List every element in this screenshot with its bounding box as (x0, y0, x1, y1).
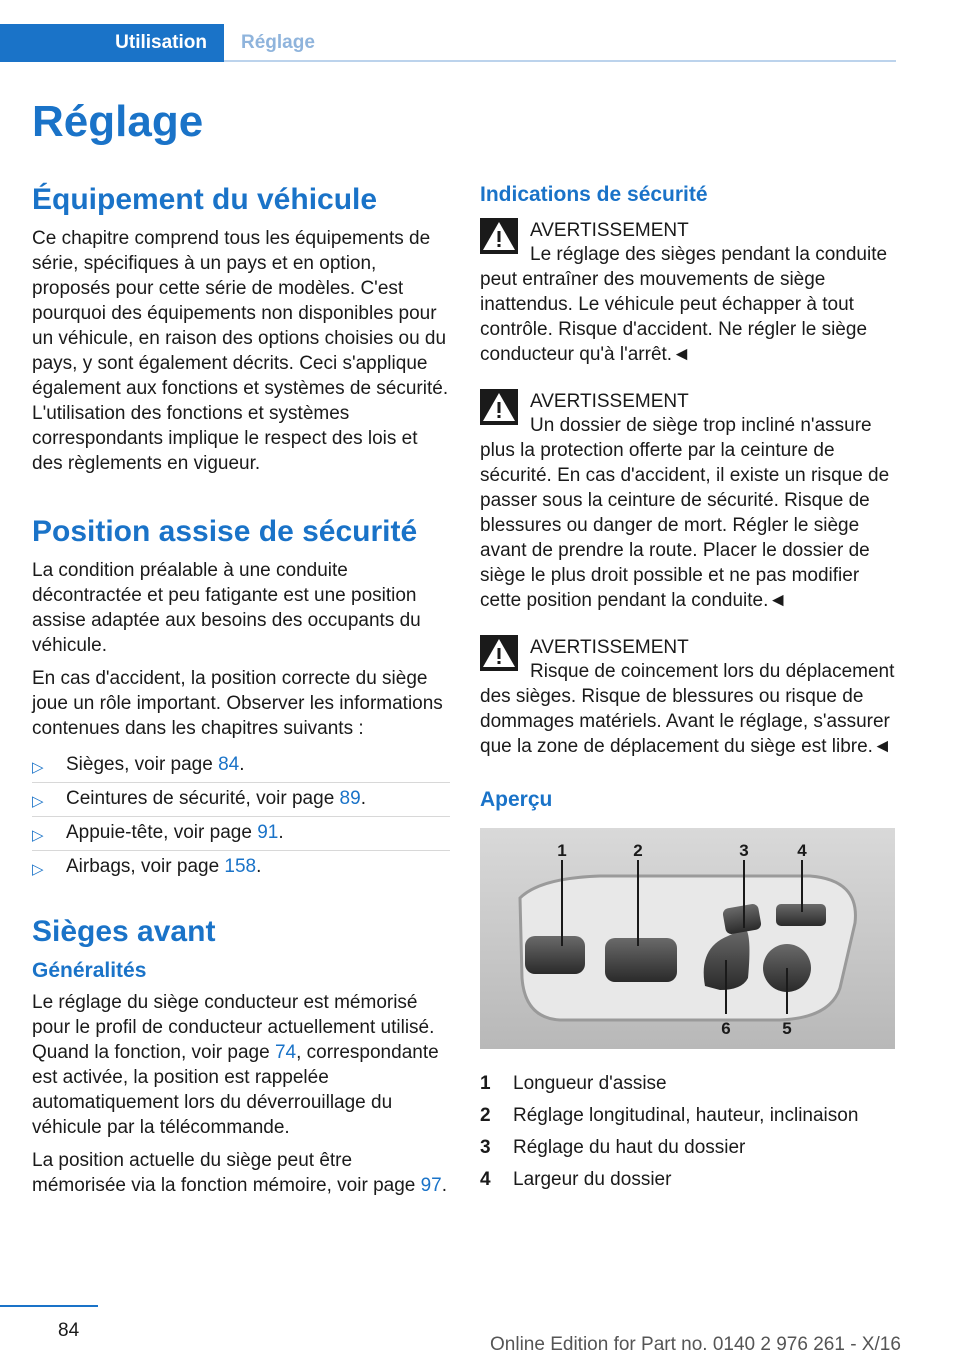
section-title-securite: Indications de sécurité (480, 183, 708, 206)
figure-label-5: 5 (782, 1018, 792, 1038)
page-number: 84 (58, 1320, 80, 1341)
legend-item: 2 Réglage longitudinal, hauteur, inclinaison (480, 1104, 859, 1126)
figure-legend (480, 1068, 898, 1196)
warning-text: Un dossier de siège trop incliné n'assure plus la protection offerte par la ceinture de sécurité. En cas d'accident, il existe un risque de passer sous la ceinture de sécurité. Risque de blessures ou danger de mort. Régler le siège avant de prendre la route. Placer le dossier de siège le plus droit possible et ne pas modifier cette position pendant la conduite.◄ (480, 415, 890, 612)
warning-block (480, 218, 898, 367)
figure-label-4: 4 (797, 840, 807, 860)
page-link[interactable]: 89 (339, 788, 361, 809)
section-title-equipement: Équipement du véhicule (32, 183, 378, 216)
page-title: Réglage (32, 97, 204, 146)
header (0, 0, 960, 64)
page-link[interactable]: 74 (274, 1042, 297, 1064)
legend-item: 4 Largeur du dossier (480, 1168, 672, 1190)
list-item: ▷ Airbags, voir page 158. (32, 850, 450, 884)
figure-label-6: 6 (721, 1018, 731, 1038)
header-divider (224, 60, 896, 62)
warning-text: Le réglage des sièges pendant la conduite peut entraîner des mouvements de siège inattendus. Le véhicule peut échapper à tout contrôle. Risque d'accident. Ne régler le siège conducteur qu'à l'arrêt.◄ (480, 244, 888, 366)
seat-controls-figure (480, 828, 895, 1049)
position-p2: En cas d'accident, la position correcte du siège joue un rôle important. Observer les informations contenues dans les chapitres suivants : (32, 668, 443, 739)
page-link[interactable]: 84 (218, 754, 240, 775)
warning-icon (480, 635, 518, 671)
tab-utilisation[interactable]: Utilisation (0, 24, 224, 62)
page-link[interactable]: 158 (224, 856, 257, 877)
triangle-bullet-icon: ▷ (32, 861, 44, 878)
page-link[interactable]: 97 (420, 1175, 442, 1197)
triangle-bullet-icon: ▷ (32, 827, 44, 844)
position-p1: La condition préalable à une conduite décontractée et peu fatigante est une position assise adaptée aux besoins des occupants du véhicule. (32, 560, 421, 656)
figure-label-2: 2 (633, 840, 643, 860)
warning-icon (480, 389, 518, 425)
left-column (32, 182, 450, 1206)
tab-reglage[interactable]: Réglage (241, 32, 315, 53)
warning-block (480, 635, 898, 759)
figure-label-1: 1 (557, 840, 567, 860)
sieges-p1: Le réglage du siège conducteur est mémorisé pour le profil de conducteur actuellement utilisé. Quand la fonction, voir page 74, correspondante est activée, la position est rappelée automatiquement lors du déverrouillage du véhicule par la télécommande. (32, 992, 439, 1139)
chapter-list (32, 749, 450, 884)
section-title-sieges: Sièges avant (32, 915, 216, 948)
figure-label-3: 3 (739, 840, 749, 860)
sieges-p2: La position actuelle du siège peut être mémorisée via la fonction mémoire, voir page 97. (32, 1150, 448, 1197)
warning-heading: AVERTISSEMENT (530, 391, 689, 413)
equipement-body: Ce chapitre comprend tous les équipements de série, spécifiques à un pays et en option, proposés pour cette série de modèles. C'est pourquoi des équipements non disponibles pour un véhicule, en raison des options choisies ou du pays, y sont également décrits. Ceci s'applique également aux fonctions et systèmes de sécurité. L'utilisation des fonctions et systèmes correspondants implique le respect des lois et des règlements en vigueur. (32, 228, 449, 474)
list-item: ▷ Ceintures de sécurité, voir page 89. (32, 782, 450, 816)
subsection-title-generalites: Généralités (32, 959, 147, 982)
legend-item: 3 Réglage du haut du dossier (480, 1136, 746, 1158)
page-link[interactable]: 91 (257, 822, 279, 843)
footer-divider (0, 1305, 98, 1307)
warning-heading: AVERTISSEMENT (530, 220, 689, 242)
triangle-bullet-icon: ▷ (32, 793, 44, 810)
section-title-position: Position assise de sécurité (32, 515, 418, 548)
triangle-bullet-icon: ▷ (32, 759, 44, 776)
warning-block (480, 389, 898, 613)
edition-label: Online Edition for Part no. 0140 2 976 261 - X/16 (490, 1334, 901, 1355)
list-item: ▷ Sièges, voir page 84. (32, 749, 450, 782)
warning-heading: AVERTISSEMENT (530, 637, 689, 659)
right-column (480, 182, 898, 1196)
legend-item: 1 Longueur d'assise (480, 1072, 667, 1094)
section-title-apercu: Aperçu (480, 788, 553, 812)
warning-icon (480, 218, 518, 254)
warning-text: Risque de coincement lors du déplacement des sièges. Risque de blessures ou risque de dommages matériels. Avant le réglage, s'assurer que la zone de déplacement du siège est libre.◄ (480, 661, 895, 758)
list-item: ▷ Appuie-tête, voir page 91. (32, 816, 450, 850)
